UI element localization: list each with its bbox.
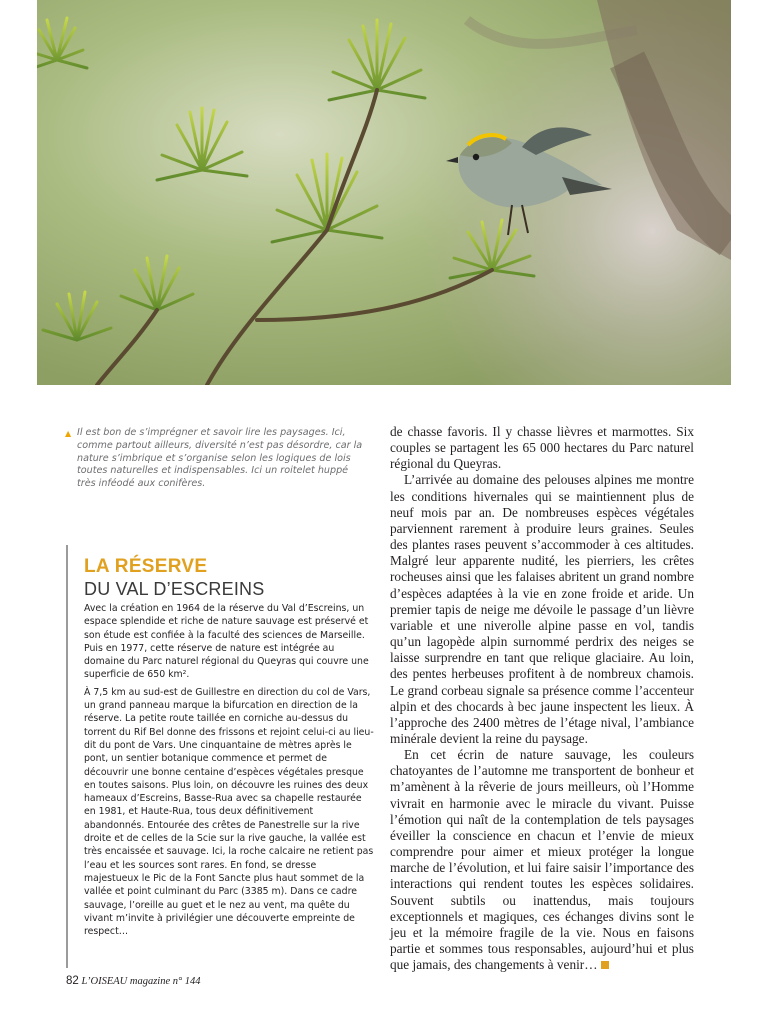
- page-footer: [66, 975, 201, 987]
- goldcrest-photo: [37, 0, 731, 385]
- photo-illustration: [37, 0, 731, 385]
- page-number: 82: [66, 975, 79, 987]
- article-paragraph-text: En cet écrin de nature sauvage, les couleurs chatoyantes de l’automne me transportent de bonheur et m’amènent à la rêverie de jours meilleurs, où l’Homme vivrait en harmonie avec le miracle du vivant. Puisse l’émotion qui naît de la contemplation de tels paysages éveiller la conscience en chacun et l’envie de mieux comprendre pour aimer et mieux protéger la longue marche de l’évolution, et lui faire saisir l’importance des interactions qui rendent toutes les espèces solidaires. Souvent subtils ou inattendus, mais toujours exceptionnels et magiques, ces échanges divins sont le jeu et la mémoire fragile de la vie. Nous en faisons partie et sommes tous responsables, aujourd’hui et plus que jamais, des changements à venir…: [390, 747, 694, 973]
- caption-text: Il est bon de s’imprégner et savoir lire les paysages. Ici, comme partout ailleurs, diversité n’est pas désordre, car la nature s’imbrique et s’organise selon les logiques de lois toutes naturelles et indispensables. Ici un roitelet huppé très inféodé aux conifères.: [77, 427, 363, 490]
- article-body: [390, 424, 694, 973]
- sidebar-body: [84, 602, 374, 942]
- sidebar-paragraph: À 7,5 km au sud-est de Guillestre en direction du col de Vars, un grand panneau marque la bifurcation en direction de la réserve. La petite route taillée en corniche au-dessus du torrent du Rif Bel donne des frissons et rejoint celui-ci au lieu-dit du pont de Vars. Une cinquantaine de mètres après le pont, un sentier botanique commence et permet de découvrir une bonne centaine d’espèces végétales presque en toutes saisons. Plus loin, on découvre les ruines des deux hameaux d’Escreins, Basse-Rua avec sa chapelle restaurée en 1981, et Haute-Rua, tous deux définitivement abandonnés. Entourée des crêtes de Panestrelle sur la rive droite et de celles de la Scie sur la rive gauche, la vallée est très encaissée et sauvage. Ici, la roche calcaire ne retient pas l’eau et les sources sont rares. En fond, se dresse majestueux le Pic de la Font Sancte plus haut sommet de la vallée et point culminant du Parc (3385 m). Dans ce cadre sauvage, l’oreille au guet et le nez au vent, ma quête du vivant m’invite à privilégier une découverte empreinte de respect…: [84, 686, 374, 938]
- caption-triangle-icon: ▲: [65, 429, 72, 438]
- sidebar-paragraph: Avec la création en 1964 de la réserve du Val d’Escreins, un espace splendide et riche de nature sauvage est préservé et son étude est confiée à la faculté des sciences de Marseille. Puis en 1977, cette réserve de nature est intégrée au domaine du Parc naturel régional du Queyras qui couvre une superficie de 650 km².: [84, 603, 369, 681]
- article-paragraph: L’arrivée au domaine des pelouses alpines me montre les conditions hivernales qui se maintiennent plus de neuf mois par an. De nombreuses espèces végétales parviennent rarement à produire leurs graines. Seules des plantes rases peuvent s’accommoder à ces altitudes. Malgré leur apparente nudité, les pierriers, les crêtes rocheuses ainsi que les falaises abritent un grand nombre d’espèces adaptées à la vie en zone froide et aride. Un premier tapis de neige me dévoile le passage d’un lièvre variable et une niverolle alpine passe en vol, tandis qu’un lagopède alpin surnommé perdrix des neiges se laisse surprendre en tant que relique glaciaire. Au loin, des pentes herbeuses profitent à de nombreux chamois. Le grand corbeau signale sa présence comme l’accenteur alpin et des chocards à bec jaune inspectent les lieux. À l’approche des 2400 mètres de l’étage nival, l’ambiance minérale devient la reine du paysage.: [390, 472, 694, 746]
- end-of-article-mark: [601, 961, 609, 969]
- article-paragraph: de chasse favoris. Il y chasse lièvres et marmottes. Six couples se partagent les 65 000 hectares du Parc naturel régional du Queyras.: [390, 424, 694, 472]
- sidebar-rule: [66, 545, 68, 968]
- article-last-paragraph: [390, 747, 694, 973]
- sidebar-subtitle: DU VAL D’ESCREINS: [84, 579, 265, 599]
- sidebar-title: LA RÉSERVE: [84, 556, 208, 577]
- photo-caption: [65, 427, 365, 491]
- publication-name: L’OISEAU magazine n° 144: [81, 976, 201, 987]
